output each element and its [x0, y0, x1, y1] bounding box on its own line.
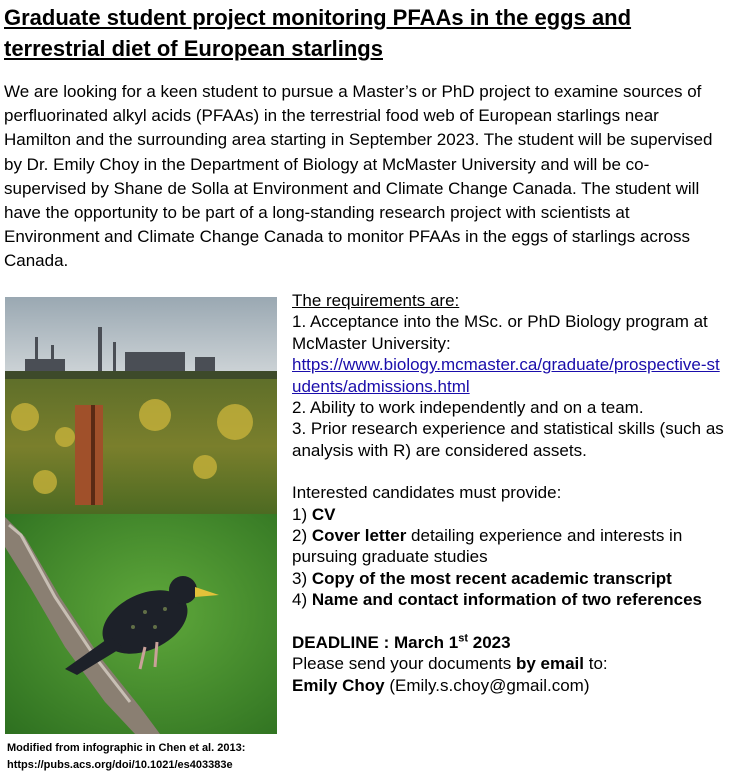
provide-item-1: 1) CV [292, 504, 336, 524]
caption-line-2: https://pubs.acs.org/doi/10.1021/es403383e [7, 759, 233, 771]
caption-line-1: Modified from infographic in Chen et al. 2013: [7, 742, 246, 754]
image-caption [7, 740, 287, 774]
admissions-link[interactable]: https://www.biology.mcmaster.ca/graduate/prospective-students/admissions.html [292, 355, 720, 396]
page-title: Graduate student project monitoring PFAAs in the eggs and terrestrial diet of European starlings [4, 5, 632, 61]
details-column [292, 290, 728, 696]
photo-collage [5, 297, 277, 734]
requirements-heading: The requirements are: [292, 291, 460, 310]
contact-line [292, 675, 728, 696]
requirement-3: 3. Prior research experience and statistical skills (such as analysis with R) are considered assets. [292, 419, 724, 460]
deadline: DEADLINE : March 1st 2023 [292, 632, 511, 652]
provide-item-2: 2) Cover letter detailing experience and interests in pursuing graduate studies [292, 526, 683, 567]
provide-item-4: 4) Name and contact information of two references [292, 590, 702, 610]
contact-email: (Emily.s.choy@gmail.com) [384, 675, 590, 695]
contact-name: Emily Choy [292, 675, 385, 695]
provide-heading: Interested candidates must provide: [292, 483, 562, 503]
send-instructions: Please send your documents by email to: [292, 654, 608, 674]
intro-paragraph: We are looking for a keen student to pursue a Master’s or PhD project to examine sources of perfluorinated alkyl acids (PFAAs) in the terrestrial food web of European starlings near Hamilton and the surrounding area starting in September 2023. The student will be supervised by Dr. Emily Choy in the Department of Biology at McMaster University and will be co-supervised by Shane de Solla at Environment and Climate Change Canada. The student will have the opportunity to be part of a long-standing research project with scientists at Environment and Climate Change Canada to monitor PFAAs in the eggs of starlings across Canada. [4, 82, 713, 271]
starling-photo [5, 514, 277, 734]
provide-item-3: 3) Copy of the most recent academic transcript [292, 568, 672, 588]
requirement-1: 1. Acceptance into the MSc. or PhD Biology program at McMaster University: [292, 312, 708, 353]
requirement-2: 2. Ability to work independently and on a team. [292, 398, 644, 418]
landscape-photo [5, 297, 277, 514]
